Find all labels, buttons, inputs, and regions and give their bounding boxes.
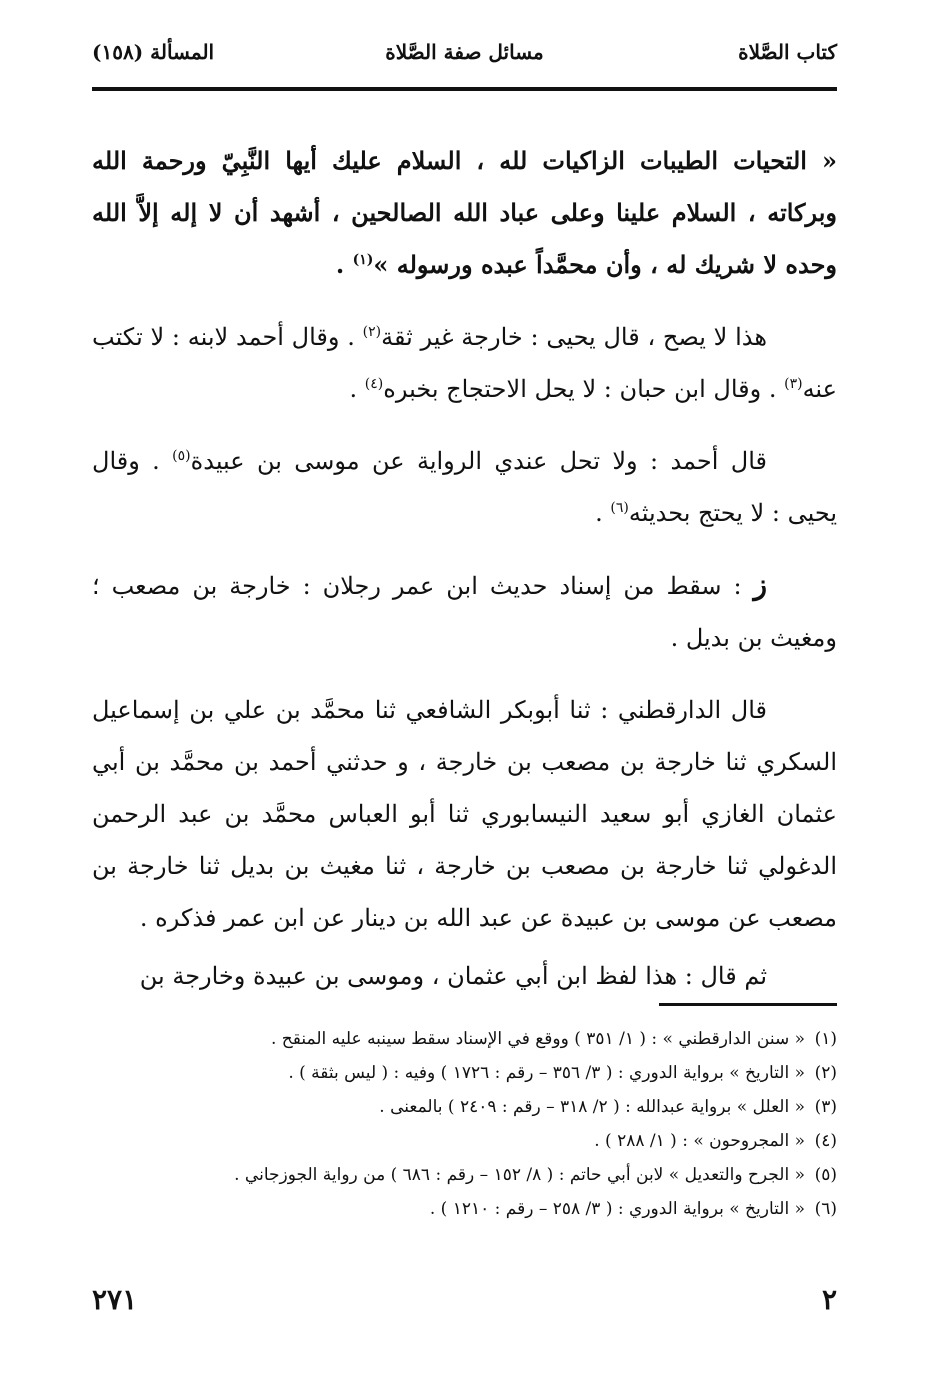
- footnote-number: (١): [814, 1029, 837, 1049]
- footnote-ref-6: (٦): [610, 500, 629, 516]
- footnote-text: « الجرح والتعديل » لابن أبي حاتم : ( ٨/ ١٥٢ – رقم : ٦٨٦ ) من رواية الجوزجاني .: [234, 1165, 805, 1185]
- continuation-paragraph: [92, 950, 837, 1002]
- footnote-ref-4: (٤): [364, 376, 384, 392]
- footnote-text: « التاريخ » برواية الدوري : ( ٣/ ٢٥٨ – رقم : ١٢١٠ ) .: [429, 1199, 805, 1219]
- footnote-number: (٣): [814, 1097, 837, 1117]
- narrator-critique-paragraph: [92, 311, 837, 415]
- narrator-critique-part-a: هذا لا يصح ، قال يحيى : خارجة غير ثقة: [381, 323, 768, 351]
- page-number: ٢٧١: [92, 1283, 138, 1316]
- footnote-text: « العلل » برواية عبدالله : ( ٢/ ٣١٨ – رقم : ٢٤٠٩ ) بالمعنى .: [379, 1097, 805, 1117]
- ahmad-statement-paragraph: [92, 435, 837, 539]
- footnote-number: (٤): [814, 1131, 837, 1151]
- isnad-text: قال الدارقطني : ثنا أبوبكر الشافعي ثنا محمَّد بن علي بن إسماعيل السكري ثنا خارجة بن مصعب بن خارجة ، و حدثني أحمد بن محمَّد بن أبي عثمان الغازي أبو سعيد النيسابوري ثنا أبو العباس محمَّد بن عبد الرحمن الدغولي ثنا خارجة بن مصعب بن خارجة ، ثنا مغيث بن بديل ثنا خارجة بن مصعب عن موسى بن عبيدة عن عبد الله بن دينار عن ابن عمر فذكره .: [92, 696, 838, 932]
- footnote-text: « المجروحون » : ( ١/ ٢٨٨ ) .: [594, 1131, 805, 1151]
- header-chapter-title: مسائل صفة الصَّلاة: [385, 40, 544, 64]
- ahmad-statement-part-b: . وقال يحيى : لا يحتج بحديثه: [92, 447, 837, 527]
- footnote-item: [92, 1090, 837, 1124]
- header-divider: [92, 87, 837, 91]
- footnote-divider: [659, 1003, 837, 1006]
- footnote-number: (٢): [814, 1063, 837, 1083]
- narrator-critique-part-b: . وقال أحمد لابنه : لا تكتب عنه: [92, 323, 837, 403]
- main-text: [92, 135, 837, 1002]
- narrator-critique-part-c: . وقال ابن حبان : لا يحل الاحتجاج بخبره: [383, 375, 785, 403]
- continuation-text: ثم قال : هذا لفظ ابن أبي عثمان ، وموسى بن عبيدة وخارجة بن: [139, 962, 767, 990]
- signature-mark: ٢: [821, 1283, 837, 1316]
- editor-note-paragraph: [92, 559, 837, 664]
- footnote-item: [92, 1192, 837, 1226]
- footnote-ref-1: (١): [352, 252, 374, 268]
- footnote-number: (٦): [814, 1199, 837, 1219]
- footnote-number: (٥): [814, 1165, 837, 1185]
- hadith-quote-tail: .: [335, 250, 353, 279]
- footnote-ref-3: (٣): [784, 376, 803, 392]
- header-issue-number: المسألة (١٥٨): [92, 40, 215, 64]
- hadith-quote-paragraph: [92, 135, 837, 291]
- footnotes-list: [92, 1022, 837, 1226]
- ahmad-statement-part-c: .: [595, 499, 611, 527]
- footnote-ref-5: (٥): [172, 448, 191, 464]
- footnote-item: [92, 1056, 837, 1090]
- hadith-quote-text: « التحيات الطيبات الزاكيات لله ، السلام عليك أيها النَّبِيّ ورحمة الله وبركاته ، السلام علينا وعلى عباد الله الصالحين ، أشهد أن لا إله إلاَّ الله وحده لا شريك له ، وأن محمَّداً عبده ورسوله »: [92, 146, 837, 279]
- footnote-item: [92, 1158, 837, 1192]
- editor-note-text: : سقط من إسناد حديث ابن عمر رجلان : خارجة بن مصعب ؛ ومغيث بن بديل .: [92, 572, 837, 652]
- footnote-text: « سنن الدارقطني » : ( ١/ ٣٥١ ) ووقع في الإسناد سقط سينبه عليه المنقح .: [271, 1029, 805, 1049]
- narrator-critique-part-d: .: [349, 375, 365, 403]
- running-header: [92, 40, 837, 80]
- footnote-item: [92, 1022, 837, 1056]
- page-footer: [92, 1283, 837, 1323]
- footnote-ref-2: (٢): [362, 324, 382, 340]
- footnote-item: [92, 1124, 837, 1158]
- header-book-title: كتاب الصَّلاة: [738, 40, 837, 64]
- editor-mark: ز: [753, 568, 767, 601]
- footnote-text: « التاريخ » برواية الدوري : ( ٣/ ٣٥٦ – رقم : ١٧٢٦ ) وفيه : ( ليس بثقة ) .: [288, 1063, 805, 1083]
- isnad-paragraph: [92, 684, 837, 944]
- ahmad-statement-part-a: قال أحمد : ولا تحل عندي الرواية عن موسى بن عبيدة: [190, 447, 767, 475]
